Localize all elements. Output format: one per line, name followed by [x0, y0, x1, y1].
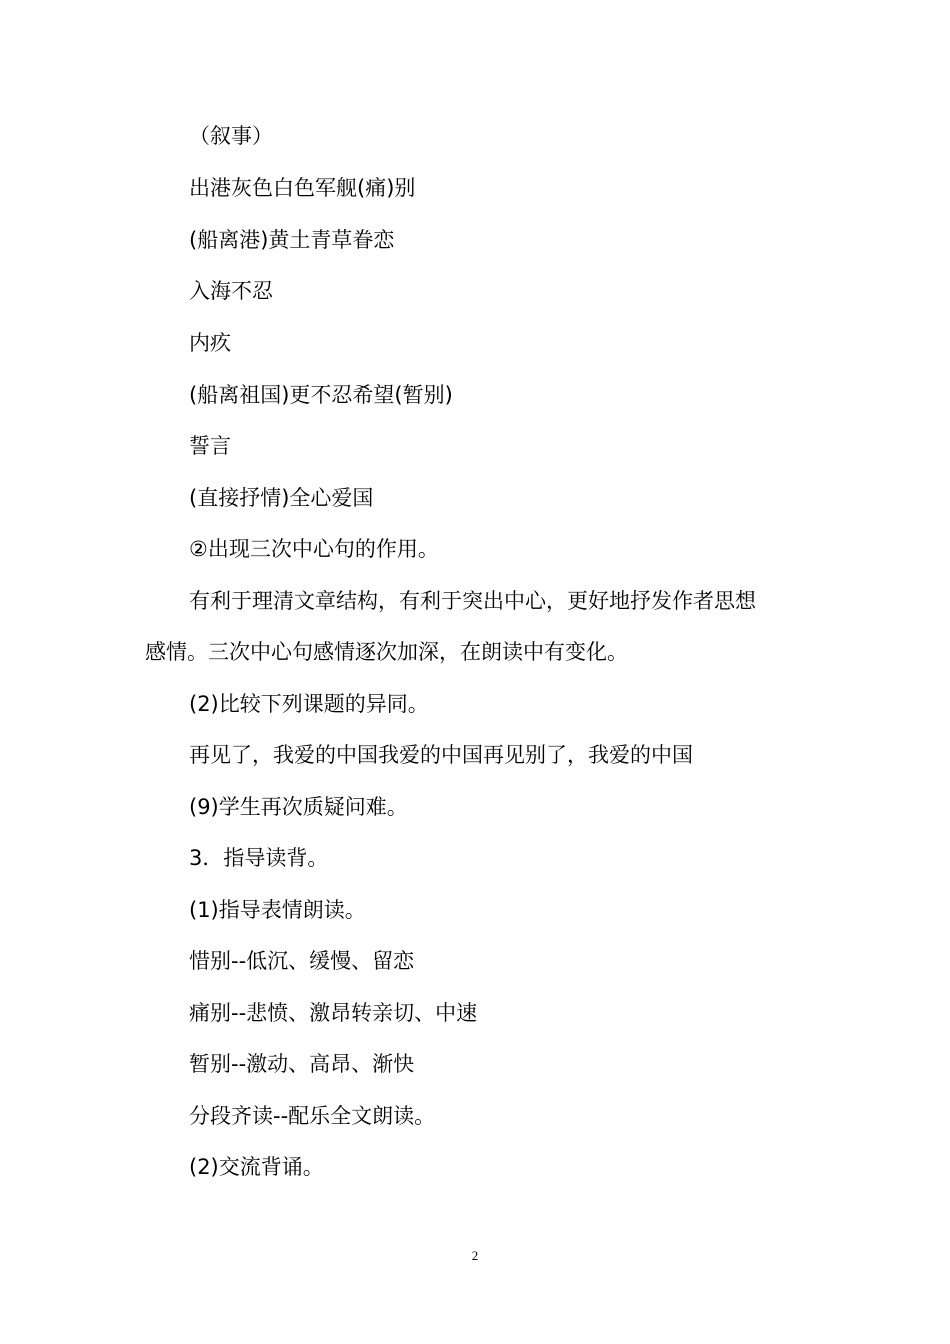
text-line: (船离港)黄土青草眷恋 [189, 228, 395, 252]
page-number: 2 [471, 1248, 479, 1263]
text-line: 暂别--激动、高昂、渐快 [189, 1052, 415, 1076]
text-line: (1)指导表情朗读。 [189, 898, 366, 922]
text-line: 惜别--低沉、缓慢、留恋 [189, 949, 415, 973]
text-line: (船离祖国)更不忍希望(暂别) [189, 383, 453, 407]
text-line: 入海不忍 [189, 279, 273, 303]
text-line: 誓言 [189, 434, 231, 458]
text-line: （叙事） [189, 124, 273, 148]
paragraph-line: 有利于理清文章结构，有利于突出中心，更好地抒发作者思想 [189, 589, 756, 613]
text-line: (2)比较下列课题的异同。 [189, 692, 429, 716]
text-line: 出港灰色白色军舰(痛)别 [189, 176, 416, 200]
paragraph-line-continuation: 感情。三次中心句感情逐次加深，在朗读中有变化。 [145, 640, 628, 664]
text-line: (9)学生再次质疑问难。 [189, 795, 408, 819]
text-line: (2)交流背诵。 [189, 1155, 324, 1179]
text-line: 3．指导读背。 [189, 846, 329, 870]
text-line: 痛别--悲愤、激昂转亲切、中速 [189, 1001, 478, 1025]
text-line: 分段齐读--配乐全文朗读。 [189, 1104, 436, 1128]
text-line: ②出现三次中心句的作用。 [189, 537, 439, 561]
text-line: 再见了，我爱的中国我爱的中国再见别了，我爱的中国 [189, 743, 693, 767]
text-line: (直接抒情)全心爱国 [189, 486, 374, 510]
text-line: 内疚 [189, 331, 231, 355]
